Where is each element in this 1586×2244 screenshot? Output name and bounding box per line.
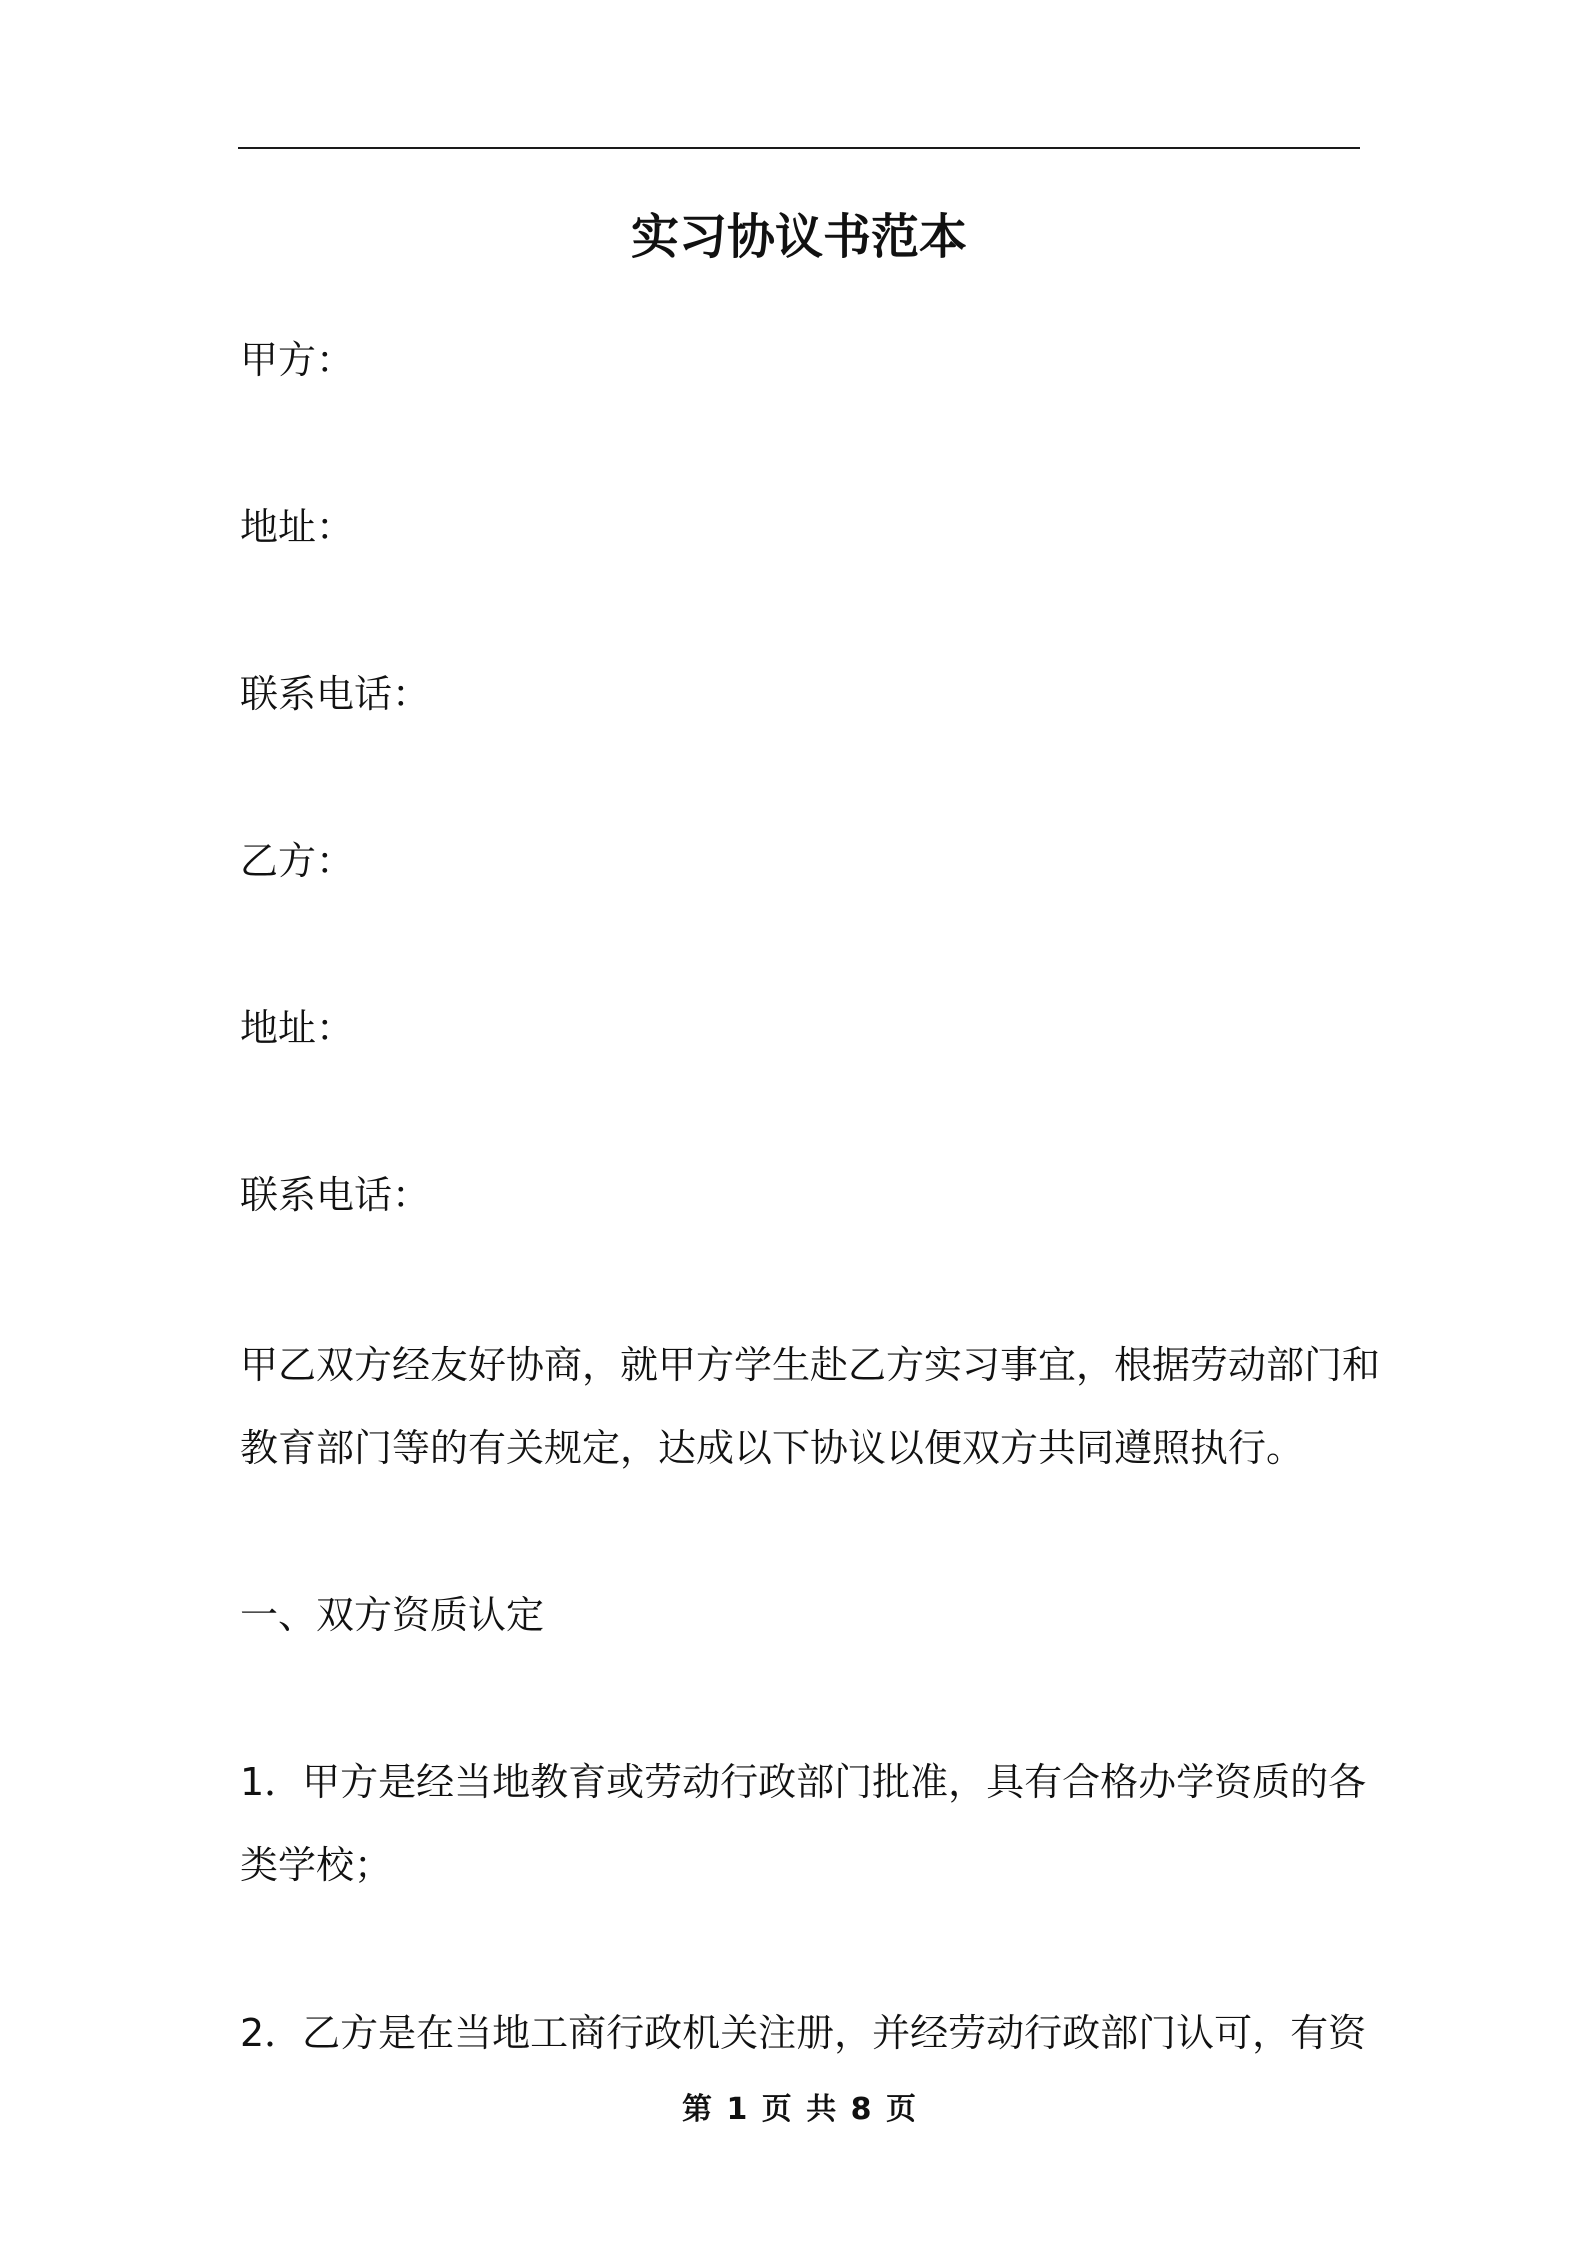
document-title: 实习协议书范本 — [630, 209, 967, 265]
field-phone-a: 联系电话： — [240, 672, 431, 716]
page-number: 第 1 页 共 8 页 — [682, 2092, 916, 2127]
intro-line-1: 甲乙双方经友好协商，就甲方学生赴乙方实习事宜，根据劳动部门和 — [240, 1343, 1381, 1387]
field-phone-b: 联系电话： — [240, 1173, 431, 1217]
field-address-a: 地址： — [240, 505, 355, 549]
intro-line-2: 教育部门等的有关规定，达成以下协议以便双方共同遵照执行。 — [240, 1426, 1305, 1470]
item1-line-2: 类学校； — [240, 1843, 393, 1887]
item1-line-1: 1．甲方是经当地教育或劳动行政部门批准，具有合格办学资质的各 — [240, 1760, 1367, 1804]
field-address-b: 地址： — [240, 1006, 355, 1050]
field-party-a: 甲方： — [240, 338, 355, 382]
section-heading: 一、双方资质认定 — [240, 1593, 545, 1637]
item2-line-1: 2．乙方是在当地工商行政机关注册，并经劳动行政部门认可，有资 — [240, 2011, 1367, 2055]
header-rule — [238, 147, 1360, 149]
field-party-b: 乙方： — [240, 839, 355, 883]
